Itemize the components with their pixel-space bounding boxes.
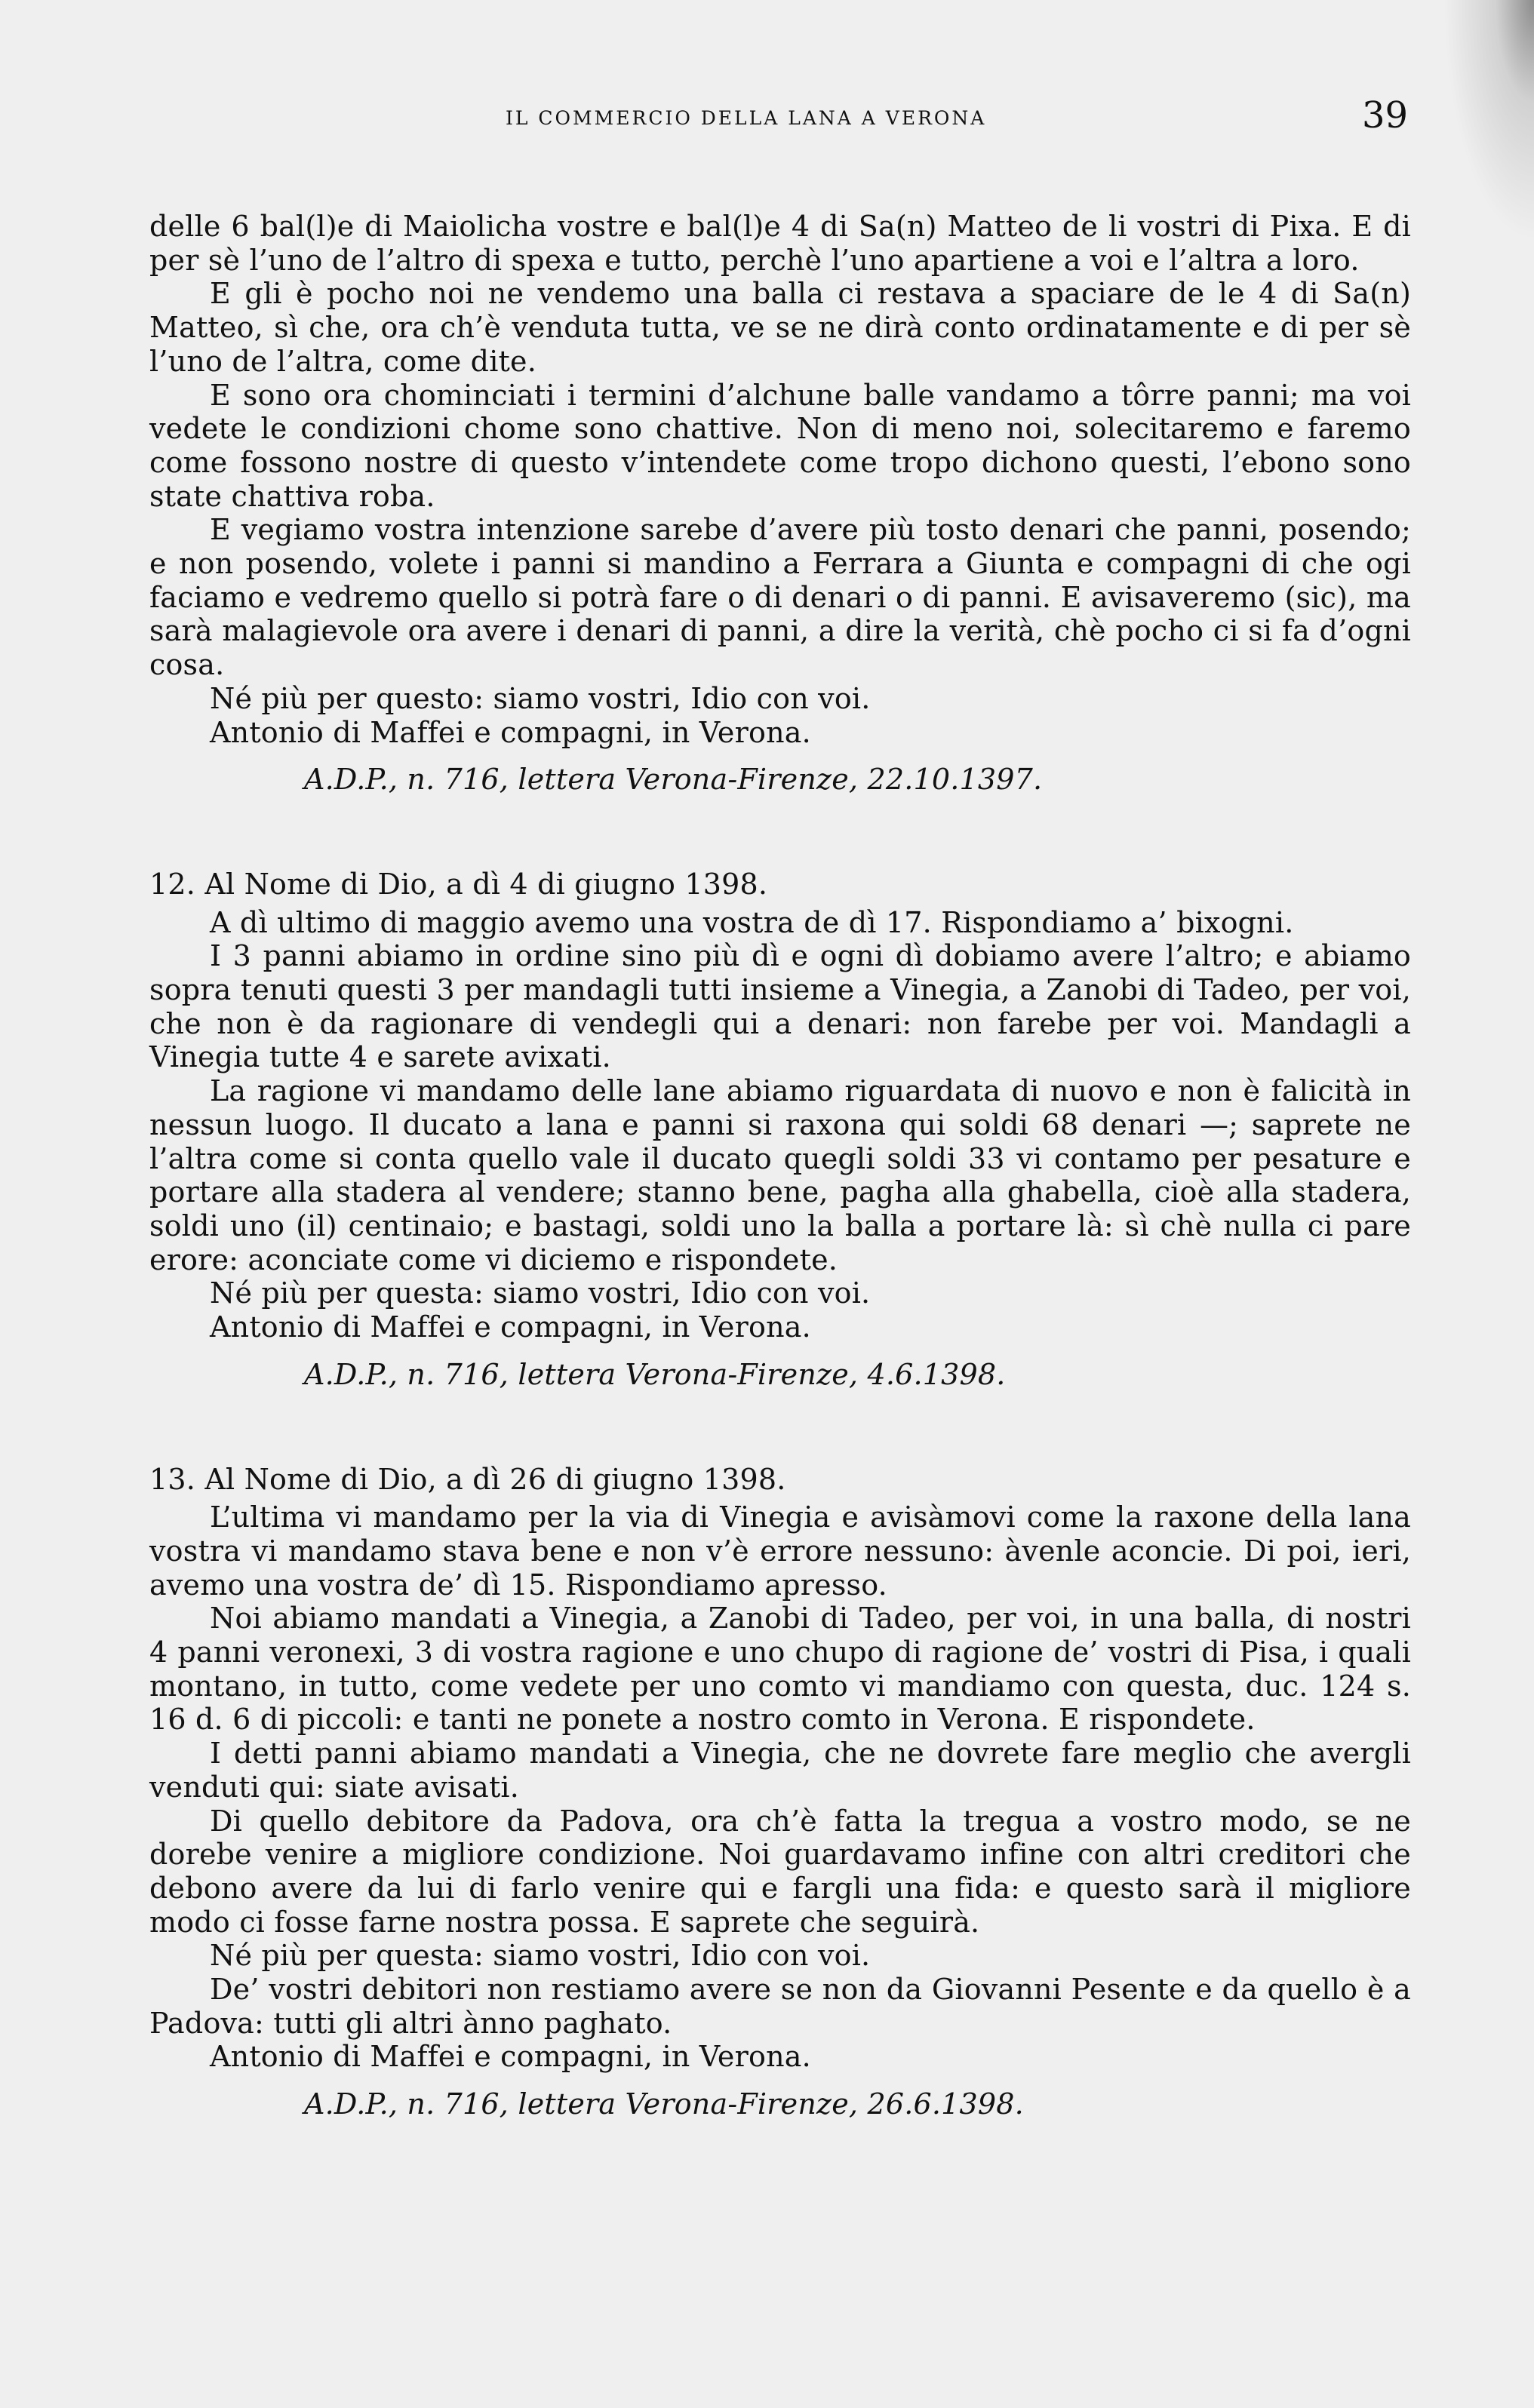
- letter-heading: [149, 868, 1411, 901]
- paragraph: I 3 panni abiamo in ordine sino più dì e ogni dì dobiamo avere l’altro; e abiamo sopra tenuti questi 3 per mandagli tutti insieme a Vinegia, a Zanobi di Tadeo, per voi, che non è da ragionare di vendegli qui a denari: non farebe per voi. Mandagli a Vinegia tutte 4 e sarete avixati.: [149, 939, 1411, 1074]
- archive-citation: A.D.P., n. 716, lettera Verona-Firenze, 22.10.1397.: [304, 763, 1043, 797]
- scan-edge-shadow: [1443, 0, 1534, 241]
- paragraph: E sono ora chominciati i termini d’alchune balle vandamo a tôrre panni; ma voi vedete le condizioni chome sono chattive. Non di meno noi, solecitaremo e faremo come fossono nostre di questo v’intendete come tropo dichono questi, l’ebono sono state chattiva roba.: [149, 378, 1411, 513]
- letter-date-line: Al Nome di Dio, a dì 4 di giugno 1398.: [204, 867, 768, 901]
- paragraph: La ragione vi mandamo delle lane abiamo riguardata di nuovo e non è falicità in nessun luogo. Il ducato a lana e panni si raxona qui soldi 68 denari —; saprete ne l’altra come si conta quello vale il ducato quegli soldi 33 vi contamo per pesature e portare alla stadera al vendere; stanno bene, pagha alla ghabella, cioè alla stadera, soldi uno (il) centinaio; e bastagi, soldi uno la balla a portare là: sì chè nulla ci pare erore: aconciate come vi diciemo e rispondete.: [149, 1074, 1411, 1276]
- signature: Antonio di Maffei e compagni, in Verona.: [210, 2040, 811, 2074]
- signature: Antonio di Maffei e compagni, in Verona.: [210, 715, 811, 749]
- page-body: [149, 210, 1411, 2121]
- letter-12: [149, 868, 1411, 1392]
- letter-continuation: [149, 210, 1411, 797]
- letter-number: 12.: [149, 867, 196, 901]
- letter-number: 13.: [149, 1462, 196, 1496]
- archive-citation: A.D.P., n. 716, lettera Verona-Firenze, 26.6.1398.: [304, 2087, 1024, 2121]
- paragraph: A dì ultimo di maggio avemo una vostra de dì 17. Rispondiamo a’ bixogni.: [210, 905, 1294, 939]
- paragraph: De’ vostri debitori non restiamo avere se non da Giovanni Pesente e da quello è a Padova: tutti gli altri ànno paghato.: [149, 1973, 1411, 2040]
- signature: Antonio di Maffei e compagni, in Verona.: [210, 1310, 811, 1344]
- paragraph: E vegiamo vostra intenzione sarebe d’avere più tosto denari che panni, posendo; e non posendo, volete i panni si mandino a Ferrara a Giunta e compagni di che ogi faciamo e vedremo quello si potrà fare o di denari o di panni. E avisaveremo (sic), ma sarà malagievole ora avere i denari di panni, a dire la verità, chè pocho ci si fa d’ogni cosa.: [149, 513, 1411, 682]
- letter-13: [149, 1463, 1411, 2121]
- paragraph: Di quello debitore da Padova, ora ch’è fatta la tregua a vostro modo, se ne dorebe venire a migliore condizione. Noi guardavamo infine con altri creditori che debono avere da lui di farlo venire qui e fargli una fida: e questo sarà il migliore modo ci fosse farne nostra possa. E saprete che seguirà.: [149, 1804, 1411, 1939]
- closing-formula: Né più per questa: siamo vostri, Idio con voi.: [210, 1276, 871, 1310]
- running-title: IL COMMERCIO DELLA LANA A VERONA: [506, 107, 987, 129]
- paragraph: L’ultima vi mandamo per la via di Vinegia e avisàmovi come la raxone della lana vostra vi mandamo stava bene e non v’è errore nessuno: àvenle aconcie. Di poi, ieri, avemo una vostra de’ dì 15. Rispondiamo apresso.: [149, 1500, 1411, 1602]
- page-number: 39: [1362, 94, 1409, 137]
- letter-date-line: Al Nome di Dio, a dì 26 di giugno 1398.: [204, 1462, 786, 1496]
- closing-formula: Né più per questa: siamo vostri, Idio con voi.: [210, 1939, 871, 1973]
- paragraph: I detti panni abiamo mandati a Vinegia, che ne dovrete fare meglio che avergli venduti qui: siate avisati.: [149, 1737, 1411, 1804]
- paragraph: E gli è pocho noi ne vendemo una balla ci restava a spaciare de le 4 di Sa(n) Matteo, sì che, ora ch’è venduta tutta, ve se ne dirà conto ordinatamente e di per sè l’uno de l’altra, come dite.: [149, 277, 1411, 378]
- paragraph: delle 6 bal(l)e di Maiolicha vostre e bal(l)e 4 di Sa(n) Matteo de li vostri di Pixa. E di per sè l’uno de l’altro di spexa e tutto, perchè l’uno apartiene a voi e l’altra a loro.: [149, 210, 1411, 277]
- paragraph: Noi abiamo mandati a Vinegia, a Zanobi di Tadeo, per voi, in una balla, di nostri 4 panni veronexi, 3 di vostra ragione e uno chupo di ragione de’ vostri di Pisa, i quali montano, in tutto, come vedete per uno comto vi mandiamo con questa, duc. 124 s. 16 d. 6 di piccoli: e tanti ne ponete a nostro comto in Verona. E rispondete.: [149, 1602, 1411, 1737]
- closing-formula: Né più per questo: siamo vostri, Idio con voi.: [210, 681, 871, 715]
- archive-citation: A.D.P., n. 716, lettera Verona-Firenze, 4.6.1398.: [304, 1357, 1006, 1391]
- letter-heading: [149, 1463, 1411, 1497]
